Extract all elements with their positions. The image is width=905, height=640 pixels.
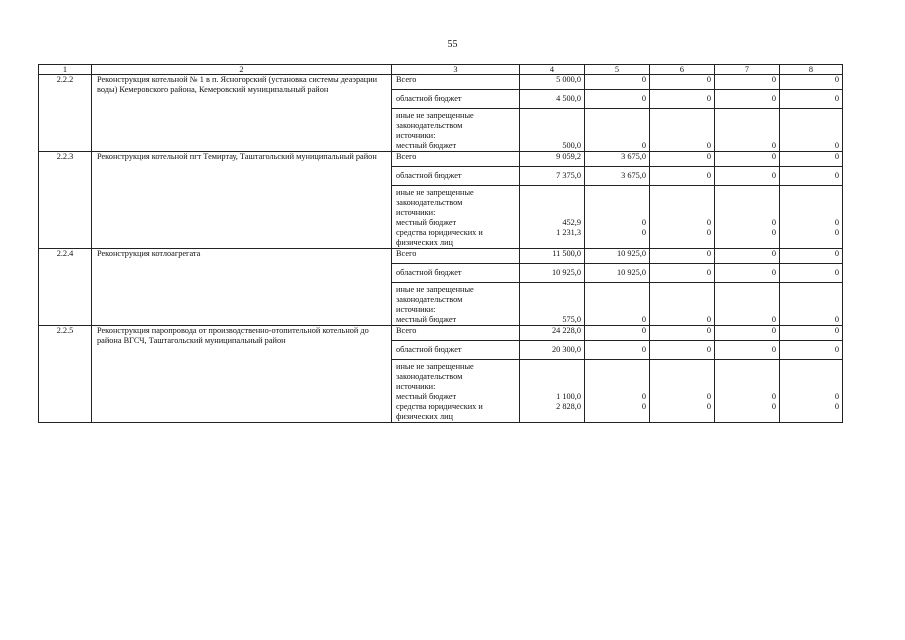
value-cell: 0 <box>585 109 650 152</box>
value-cell: 2 828,0 <box>556 402 581 411</box>
value-cell: 0 <box>650 152 715 167</box>
value-cell: 1 231,3 <box>556 228 581 237</box>
value-cell: 11 500,0 <box>520 249 585 264</box>
table-row-total <box>39 152 843 167</box>
value-cell: 0 <box>771 402 776 411</box>
value-cell: 0 <box>650 90 715 109</box>
value-cell: 0 <box>650 75 715 90</box>
value-cell: 10 925,0 <box>585 264 650 283</box>
value-cell-group <box>520 186 585 249</box>
value-cell: 0 <box>585 75 650 90</box>
value-cell: 0 <box>641 392 646 401</box>
item-number: 2.2.4 <box>39 249 92 326</box>
value-cell: 0 <box>715 152 780 167</box>
value-cell: 10 925,0 <box>520 264 585 283</box>
value-cell: 0 <box>771 392 776 401</box>
value-cell: 0 <box>780 109 843 152</box>
table-row-total <box>39 249 843 264</box>
header-cell: 6 <box>650 65 715 75</box>
value-cell: 0 <box>715 283 780 326</box>
table-row-total <box>39 75 843 90</box>
table-row-total <box>39 326 843 341</box>
value-cell: 3 675,0 <box>585 152 650 167</box>
value-cell: 24 228,0 <box>520 326 585 341</box>
value-cell: 0 <box>706 228 711 237</box>
source-label-regional: областной бюджет <box>392 341 520 360</box>
value-cell: 0 <box>780 152 843 167</box>
value-cell-group <box>780 360 843 423</box>
value-cell: 0 <box>715 326 780 341</box>
header-cell: 3 <box>392 65 520 75</box>
source-label-total: Всего <box>392 249 520 264</box>
header-cell: 2 <box>92 65 392 75</box>
item-number: 2.2.2 <box>39 75 92 152</box>
source-label-regional: областной бюджет <box>392 167 520 186</box>
value-cell-group <box>715 186 780 249</box>
value-cell: 0 <box>585 283 650 326</box>
value-cell: 0 <box>706 392 711 401</box>
value-cell: 0 <box>715 249 780 264</box>
value-cell: 0 <box>780 75 843 90</box>
value-cell: 0 <box>641 402 646 411</box>
value-cell: 0 <box>715 109 780 152</box>
value-cell: 0 <box>715 90 780 109</box>
value-cell: 500,0 <box>520 109 585 152</box>
value-cell: 20 300,0 <box>520 341 585 360</box>
value-cell: 0 <box>650 249 715 264</box>
value-cell: 0 <box>650 167 715 186</box>
value-cell: 0 <box>650 326 715 341</box>
value-cell-group <box>780 186 843 249</box>
value-cell: 0 <box>650 109 715 152</box>
value-cell-group <box>585 360 650 423</box>
value-cell: 0 <box>650 264 715 283</box>
value-cell: 0 <box>641 228 646 237</box>
value-cell: 5 000,0 <box>520 75 585 90</box>
header-row <box>39 65 843 75</box>
value-cell: 0 <box>706 402 711 411</box>
value-cell: 0 <box>834 218 839 227</box>
value-cell: 0 <box>715 341 780 360</box>
value-cell: 0 <box>715 75 780 90</box>
value-cell: 0 <box>585 90 650 109</box>
item-number: 2.2.5 <box>39 326 92 423</box>
value-cell: 0 <box>585 341 650 360</box>
value-cell: 575,0 <box>520 283 585 326</box>
source-label-regional: областной бюджет <box>392 90 520 109</box>
value-cell: 0 <box>834 402 839 411</box>
source-label-other: иные не запрещенные законодательством источники: местный бюджет средства юридических и физических лиц <box>392 186 520 249</box>
value-cell: 0 <box>780 264 843 283</box>
value-cell: 0 <box>780 249 843 264</box>
value-cell: 0 <box>780 326 843 341</box>
item-title: Реконструкция котлоагрегата <box>92 249 392 326</box>
value-cell: 0 <box>650 341 715 360</box>
value-cell: 0 <box>780 283 843 326</box>
value-cell: 0 <box>706 218 711 227</box>
item-title: Реконструкция котельной пгт Темиртау, Таштагольский муниципальный район <box>92 152 392 249</box>
item-title: Реконструкция паропровода от производственно-отопительной котельной до района ВГСЧ, Таштагольский муниципальный район <box>92 326 392 423</box>
value-cell: 7 375,0 <box>520 167 585 186</box>
header-cell: 8 <box>780 65 843 75</box>
value-cell: 0 <box>771 228 776 237</box>
item-title: Реконструкция котельной № 1 в п. Ясногорский (установка системы деаэрации воды) Кемеровского района, Кемеровский муниципальный район <box>92 75 392 152</box>
header-cell: 1 <box>39 65 92 75</box>
source-label-total: Всего <box>392 326 520 341</box>
value-cell: 0 <box>780 167 843 186</box>
header-cell: 4 <box>520 65 585 75</box>
value-cell: 0 <box>715 167 780 186</box>
source-label-total: Всего <box>392 152 520 167</box>
value-cell: 0 <box>641 218 646 227</box>
value-cell: 452,9 <box>562 218 581 227</box>
value-cell-group <box>650 186 715 249</box>
value-cell: 0 <box>650 283 715 326</box>
value-cell: 0 <box>834 392 839 401</box>
source-label-total: Всего <box>392 75 520 90</box>
source-label-other: иные не запрещенные законодательством источники: местный бюджет <box>392 109 520 152</box>
budget-table <box>38 64 843 423</box>
value-cell: 0 <box>780 90 843 109</box>
value-cell-group <box>650 360 715 423</box>
value-cell-group <box>715 360 780 423</box>
page-number: 55 <box>447 39 458 50</box>
value-cell: 1 100,0 <box>556 392 581 401</box>
value-cell-group <box>585 186 650 249</box>
value-cell: 0 <box>834 228 839 237</box>
value-cell: 0 <box>715 264 780 283</box>
value-cell: 3 675,0 <box>585 167 650 186</box>
source-label-other: иные не запрещенные законодательством источники: местный бюджет средства юридических и физических лиц <box>392 360 520 423</box>
value-cell: 0 <box>780 341 843 360</box>
value-cell: 0 <box>771 218 776 227</box>
source-label-regional: областной бюджет <box>392 264 520 283</box>
item-number: 2.2.3 <box>39 152 92 249</box>
value-cell: 9 059,2 <box>520 152 585 167</box>
value-cell: 4 500,0 <box>520 90 585 109</box>
value-cell-group <box>520 360 585 423</box>
source-label-other: иные не запрещенные законодательством источники: местный бюджет <box>392 283 520 326</box>
header-cell: 5 <box>585 65 650 75</box>
header-cell: 7 <box>715 65 780 75</box>
value-cell: 0 <box>585 326 650 341</box>
value-cell: 10 925,0 <box>585 249 650 264</box>
